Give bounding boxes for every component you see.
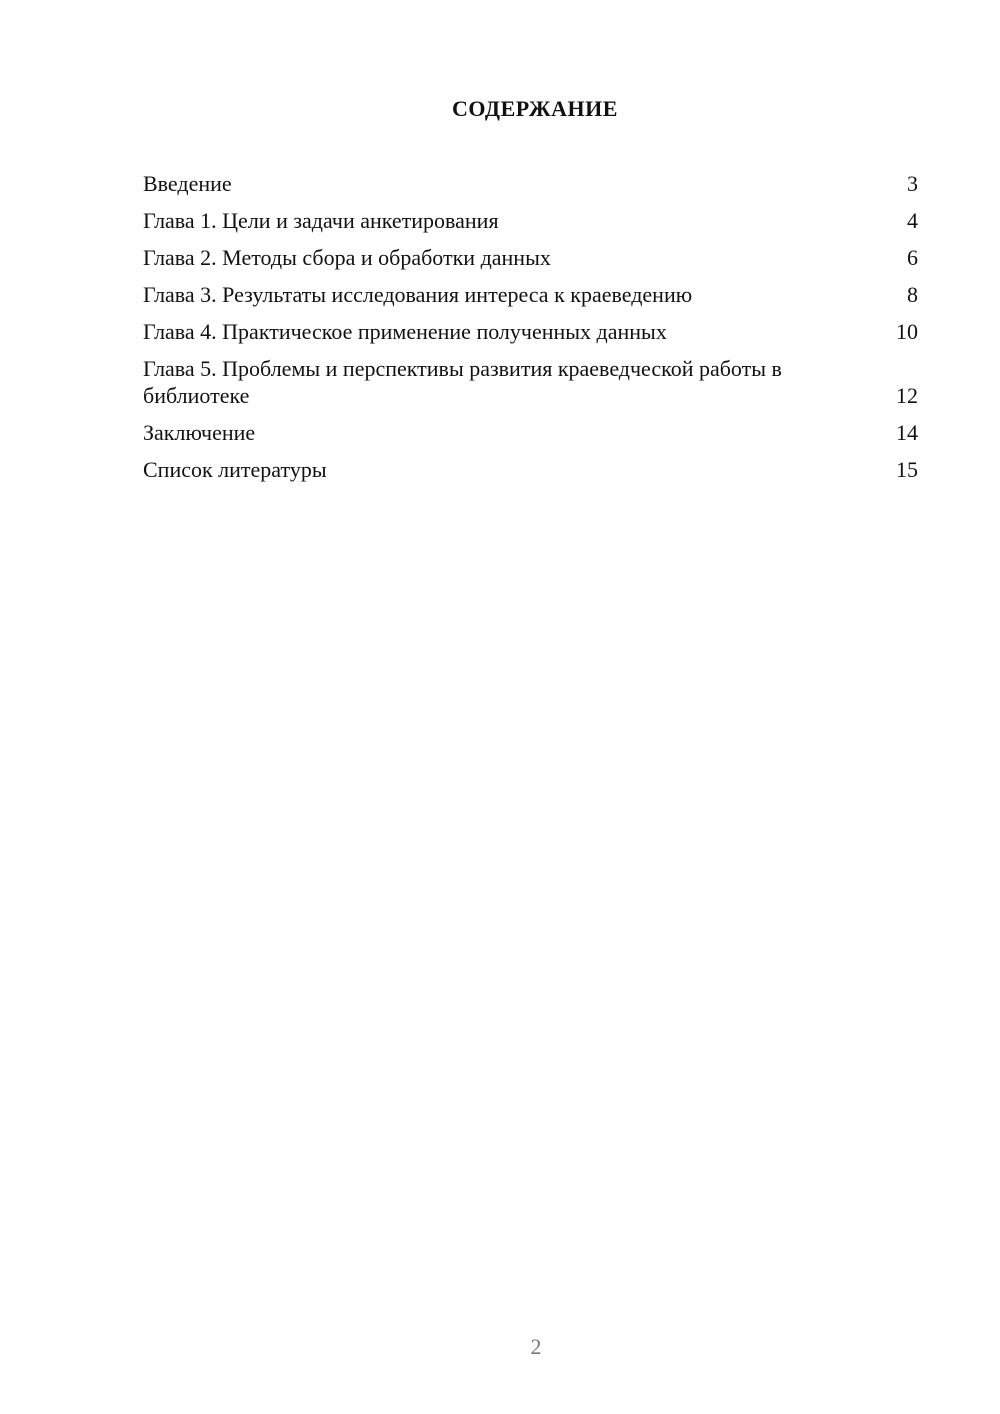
- toc-entry-label: Глава 3. Результаты исследования интереса к краеведению: [143, 282, 693, 307]
- toc-entry-conclusion: [143, 419, 918, 446]
- toc-entry-chapter-3: [143, 281, 918, 308]
- toc-entry-label: Глава 5. Проблемы и перспективы развития краеведческой работы в библиотеке: [143, 356, 782, 408]
- toc-entry-chapter-1: [143, 207, 918, 234]
- toc-entry-label: Глава 4. Практическое применение полученных данных: [143, 319, 667, 344]
- toc-entry-label: Заключение: [143, 420, 256, 445]
- toc-entry-page: 14: [896, 420, 918, 445]
- toc-entry-label: Глава 1. Цели и задачи анкетирования: [143, 208, 499, 233]
- toc-entry-page: 12: [896, 383, 918, 408]
- toc-entry-chapter-2: [143, 244, 918, 271]
- toc-entry-chapter-5: [143, 355, 918, 409]
- page-number: 2: [530, 1334, 542, 1359]
- toc-entry-label: Список литературы: [143, 457, 327, 482]
- toc-entry-label: Глава 2. Методы сбора и обработки данных: [143, 245, 551, 270]
- toc-entry-chapter-4: [143, 318, 918, 345]
- toc-entry-page: 6: [907, 245, 918, 270]
- toc-title: СОДЕРЖАНИЕ: [452, 96, 618, 121]
- table-of-contents: [143, 170, 918, 493]
- toc-entry-bibliography: [143, 456, 918, 483]
- toc-entry-page: 8: [907, 282, 918, 307]
- toc-entry-page: 4: [907, 208, 918, 233]
- toc-entry-introduction: [143, 170, 918, 197]
- toc-entry-page: 3: [907, 171, 918, 196]
- toc-entry-page: 15: [896, 457, 918, 482]
- toc-entry-page: 10: [896, 319, 918, 344]
- toc-entry-label: Введение: [143, 171, 232, 196]
